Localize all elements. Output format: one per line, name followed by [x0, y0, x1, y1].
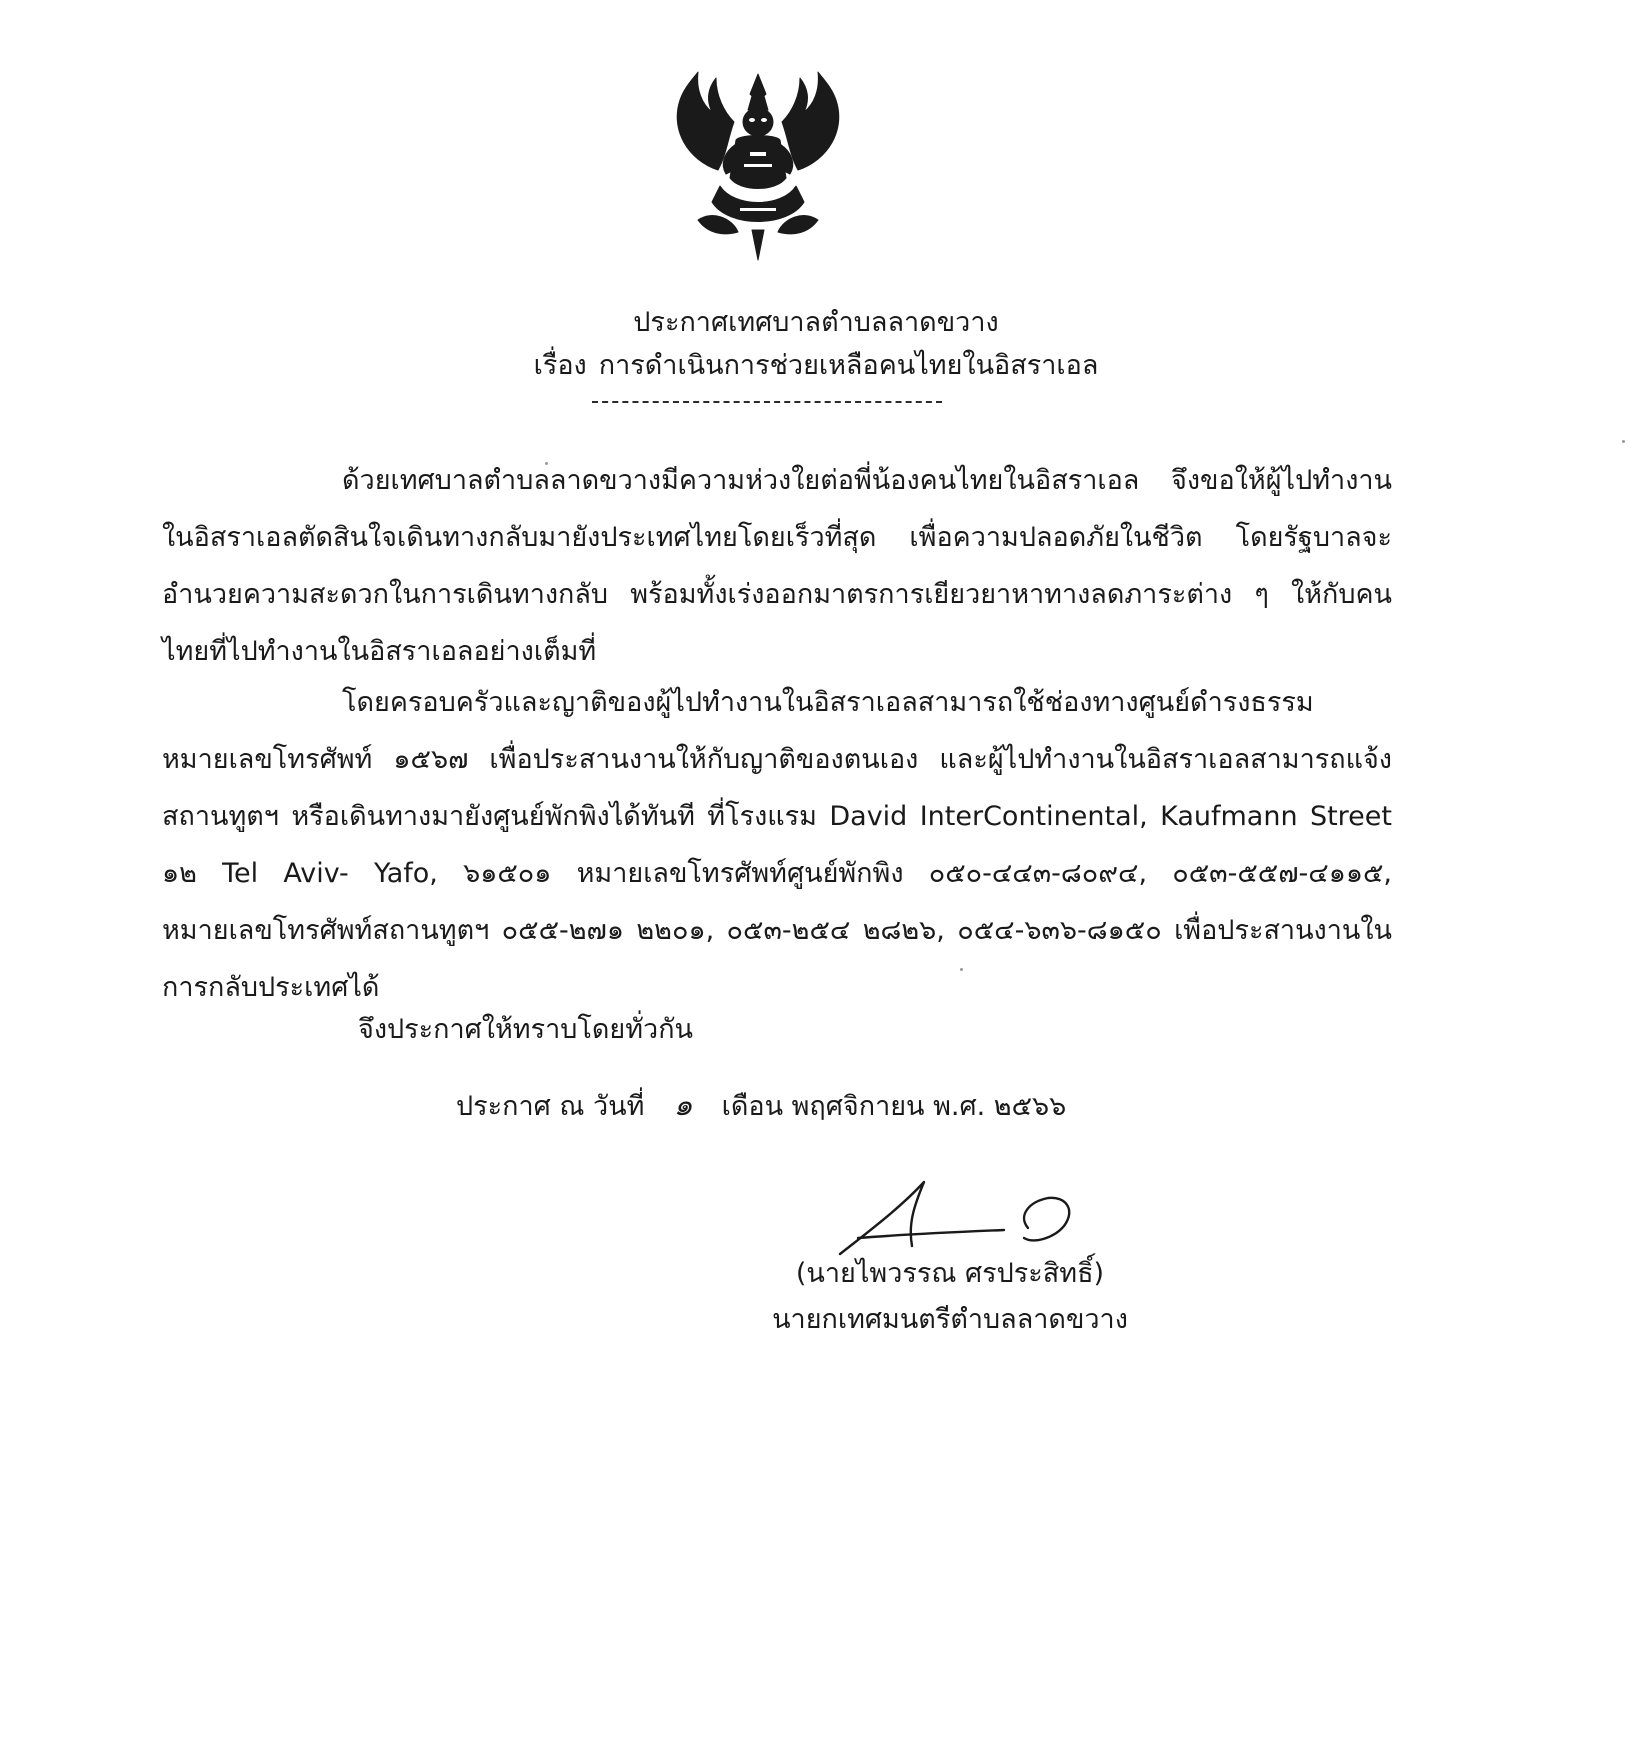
scan-speck: [1622, 440, 1625, 443]
subject-label: เรื่อง: [533, 350, 587, 381]
announcement-subject-line: [0, 346, 1632, 386]
date-month-year: เดือน พฤศจิกายน พ.ศ. ๒๕๖๖: [721, 1091, 1067, 1122]
scan-speck: [960, 968, 963, 971]
body-paragraph-1: ด้วยเทศบาลตำบลลาดขวางมีความห่วงใยต่อพี่น้องคนไทยในอิสราเอล จึงขอให้ผู้ไปทำงานในอิสราเอลตัดสินใจเดินทางกลับมายังประเทศไทยโดยเร็วที่สุด เพื่อความปลอดภัยในชีวิต โดยรัฐบาลจะอำนวยความสะดวกในการเดินทางกลับ พร้อมทั้งเร่งออกมาตรการเยียวยาหาทางลดภาระต่าง ๆ ให้กับคนไทยที่ไปทำงานในอิสราเอลอย่างเต็มที่: [162, 465, 1392, 667]
announcement-date: [456, 1086, 1066, 1127]
signatory-name: (นายไพวรรณ ศรประสิทธิ์): [795, 1258, 1105, 1289]
closing-statement: จึงประกาศให้ทราบโดยทั่วกัน: [358, 1014, 693, 1045]
date-day: ๑: [673, 1088, 693, 1123]
scan-speck: [545, 462, 548, 465]
signatory-position: นายกเทศมนตรีตำบลลาดขวาง: [772, 1304, 1128, 1335]
title-separator: [592, 401, 942, 403]
body-paragraph-2: โดยครอบครัวและญาติของผู้ไปทำงานในอิสราเอลสามารถใช้ช่องทางศูนย์ดำรงธรรม หมายเลขโทรศัพท์ ๑๕๖๗ เพื่อประสานงานให้กับญาติของตนเอง และผู้ไปทำงานในอิสราเอลสามารถแจ้งสถานทูตฯ หรือเดินทางมายังศูนย์พักพิงได้ทันที ที่โรงแรม David InterContinental, Kaufmann Street ๑๒ Tel Aviv- Yafo, ๖๑๕๐๑ หมายเลขโทรศัพท์ศูนย์พักพิง ๐๕๐-๔๔๓-๘๐๙๔, ๐๕๓-๕๕๗-๔๑๑๕, หมายเลขโทรศัพท์สถานทูตฯ ๐๕๕-๒๗๑ ๒๒๐๑, ๐๕๓-๒๕๔ ๒๘๒๖, ๐๕๔-๖๓๖-๘๑๕๐ เพื่อประสานงานในการกลับประเทศได้: [162, 687, 1392, 1003]
subject-text: การดำเนินการช่วยเหลือคนไทยในอิสราเอล: [598, 350, 1099, 381]
announcement-title: ประกาศเทศบาลตำบลลาดขวาง: [633, 307, 999, 338]
date-prefix: ประกาศ ณ วันที่: [456, 1091, 645, 1122]
garuda-emblem-icon: [658, 60, 858, 270]
